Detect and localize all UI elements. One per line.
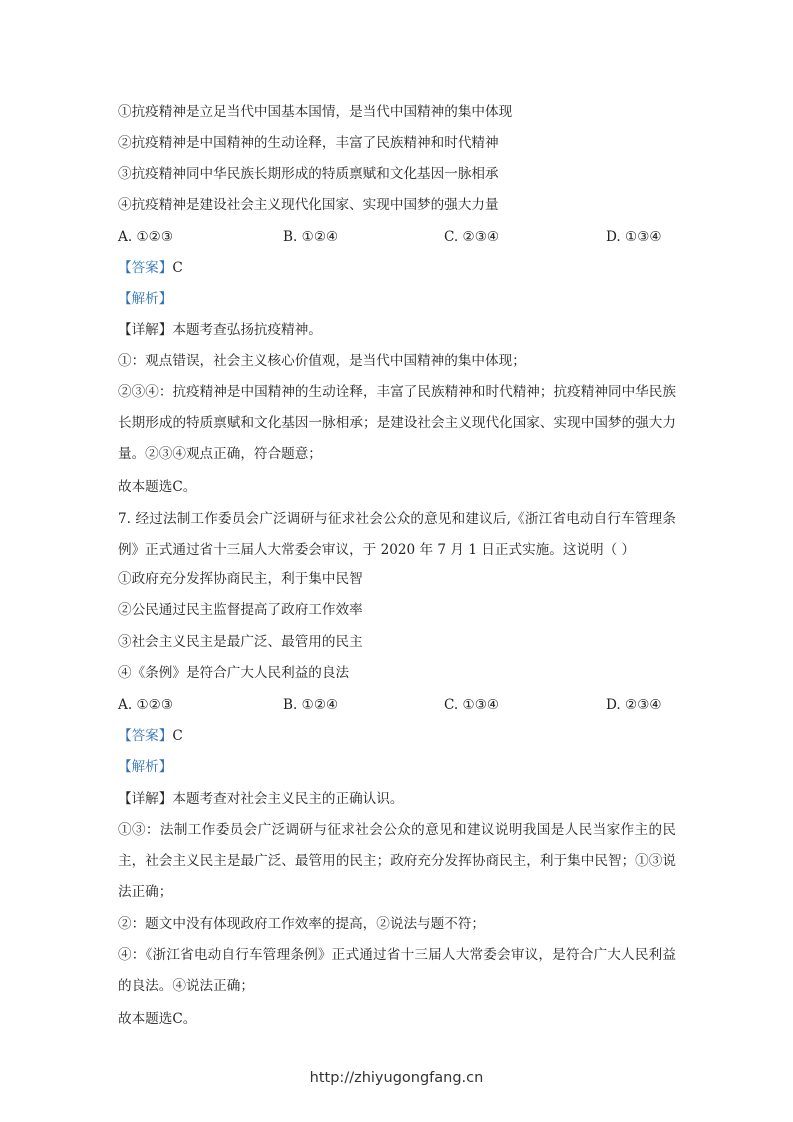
q6-point-1: ①：观点错误，社会主义核心价值观，是当代中国精神的集中体现； <box>118 353 526 369</box>
q6-choice-c: C. ②③④ <box>444 229 500 245</box>
q6-choice-d: D. ①③④ <box>606 229 662 245</box>
q7-point-2: ②：题文中没有体现政府工作效率的提高，②说法与题不符； <box>118 916 486 932</box>
q7-choice-b: B. ①②④ <box>283 697 339 713</box>
q7-point-1: ①③：法制工作委员会广泛调研与征求社会公众的意见和建议说明我国是人民当家作主的民主，社会主义民主是最广泛、最管用的民主；政府充分发挥协商民主，利于集中民智；①③说法正确； <box>118 822 676 901</box>
detail-tag: 【详解】 <box>118 791 173 807</box>
q6-option-2: ②抗疫精神是中国精神的生动诠释，丰富了民族精神和时代精神 <box>118 135 499 151</box>
q6-option-1: ①抗疫精神是立足当代中国基本国情，是当代中国精神的集中体现 <box>118 104 513 120</box>
q6-option-4: ④抗疫精神是建设社会主义现代化国家、实现中国梦的强大力量 <box>118 197 499 213</box>
answer-value: C <box>172 260 183 276</box>
q7-option-2: ②公民通过民主监督提高了政府工作效率 <box>118 602 363 618</box>
detail-text: 本题考查对社会主义民主的正确认识。 <box>172 791 404 807</box>
q7-point-4: 故本题选C。 <box>118 1011 197 1027</box>
analysis-tag: 【解析】 <box>118 759 173 775</box>
q7-choice-d: D. ②③④ <box>606 697 662 713</box>
q6-choice-b: B. ①②④ <box>283 229 339 245</box>
q7-choice-a: A. ①②③ <box>118 697 174 713</box>
detail-tag: 【详解】 <box>118 322 173 338</box>
q7-option-3: ③社会主义民主是最广泛、最管用的民主 <box>118 634 363 650</box>
q7-option-1: ①政府充分发挥协商民主，利于集中民智 <box>118 571 363 587</box>
answer-tag: 【答案】 <box>118 728 173 744</box>
q7-point-3: ④：《浙江省电动自行车管理条例》正式通过省十三届人大常委会审议，是符合广大人民利益的良法。④说法正确； <box>118 947 676 995</box>
q6-option-3: ③抗疫精神同中华民族长期形成的特质禀赋和文化基因一脉相承 <box>118 166 499 182</box>
footer-url: http://zhiyugongfang.cn <box>309 1070 484 1086</box>
q6-point-3: 故本题选C。 <box>118 479 197 495</box>
q7-answer <box>118 726 183 746</box>
q6-answer <box>118 258 183 278</box>
answer-tag: 【答案】 <box>118 260 173 276</box>
q7-choice-c: C. ①③④ <box>444 697 500 713</box>
analysis-tag: 【解析】 <box>118 291 173 307</box>
answer-value: C <box>172 728 183 744</box>
q6-point-2: ②③④：抗疫精神是中国精神的生动诠释，丰富了民族精神和时代精神；抗疫精神同中华民族长期形成的特质禀赋和文化基因一脉相承；是建设社会主义现代化国家、实现中国梦的强大力量。②③④观点正确，符合题意； <box>118 384 676 463</box>
q6-detail <box>118 320 322 340</box>
q6-analysis-tag <box>118 289 172 309</box>
q7-detail <box>118 789 403 809</box>
detail-text: 本题考查弘扬抗疫精神。 <box>172 322 322 338</box>
q6-choice-a: A. ①②③ <box>118 229 174 245</box>
q7-option-4: ④《条例》是符合广大人民利益的良法 <box>118 665 350 681</box>
q7-analysis-tag <box>118 757 172 777</box>
q7-stem: 7. 经过法制工作委员会广泛调研与征求社会公众的意见和建议后,《浙江省电动自行车管理条例》正式通过省十三届人大常委会审议，于 2020 年 7 月 1 日正式实施。这说明（ ） <box>118 511 676 559</box>
